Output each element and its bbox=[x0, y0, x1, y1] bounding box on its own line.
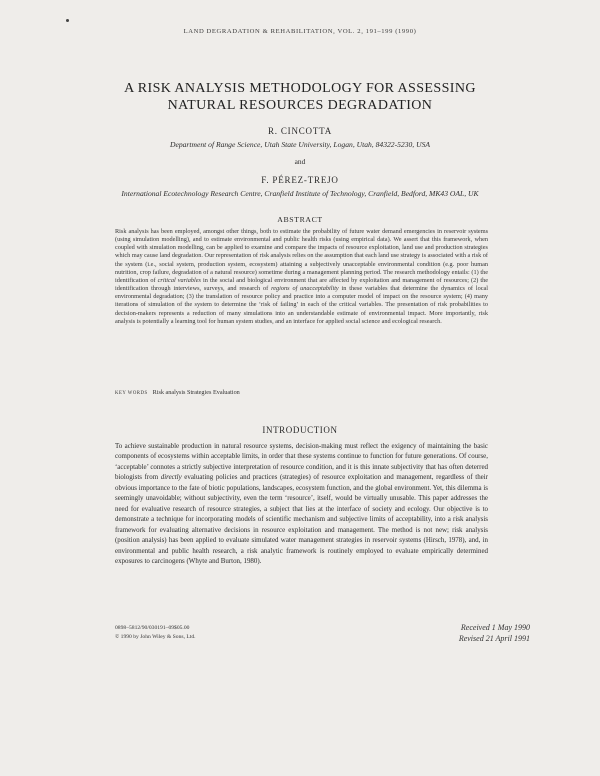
abstract-heading: ABSTRACT bbox=[277, 215, 323, 224]
intro-part-2: evaluating policies and practices (strategies) of resource exploitation and management, regardless of their obvious importance to the fate of biotic populations, landscapes, ecosystem function, and the global environment. Yet, this dilemma is seemingly unavoidable; without subjectivity, even the term ‘resource’, itself, would be virtually unusable. This paper addresses the need for evaluative research of resource strategies, a subject that lies at the interface of society and ecology. Our objective is to demonstrate a technique for incorporating models of scientific mechanism and subjective limits of acceptability, into a risk analysis framework for evaluating alternative decisions in resource exploitation and management. The method is not new; risk analysis (position analysis) has been applied to evaluate simulated water management strategies in reservoir systems (Hirsch, 1978), and, in environmental and public health research, a risk analytic framework is routinely employed to evaluate empirically determined exposures to carcinogens (Whyte and Burton, 1980). bbox=[115, 473, 488, 565]
author-1: R. CINCOTTA bbox=[267, 126, 333, 136]
footer-dates bbox=[459, 622, 530, 644]
keywords-label: KEY WORDS bbox=[115, 391, 148, 396]
copyright-notice: © 1990 by John Wiley & Sons, Ltd. bbox=[115, 634, 196, 640]
introduction-text bbox=[115, 441, 488, 566]
received-date: Received 1 May 1990 bbox=[460, 623, 530, 632]
author-2: F. PÉREZ-TREJO bbox=[261, 175, 339, 185]
abstract-emphasis-1: critical variables bbox=[157, 276, 201, 284]
footer-publication-info bbox=[115, 624, 196, 642]
affiliation-2: International Ecotechnology Research Centre, Cranfield Institute of Technology, Cranfield, Bedford, MK43 OAL, UK bbox=[121, 189, 479, 198]
author-conjunction: and bbox=[294, 157, 306, 166]
abstract-part-1: Risk analysis has been employed, amongst other things, both to estimate the probability of future water demand emergencies in reservoir systems (using simulation modelling), and to estimate environmental and public health risks (using empirical data). We assert that this framework, when coupled with simulation modelling, can be applied to examine and compare the impacts of resource exploitation, land use and production strategies which may cause land degradation. Our representation of risk analysis relies on the assumption that each land use strategy is associated with a risk of the system (i.e., social system, production system, ecosystem) attaining a subjectively unacceptable environmental condition (e.g. poor human nutrition, crop failure, degradation of a natural resource) sometime during a management planning period. The research methodology entails: (1) the identification of bbox=[115, 228, 488, 284]
keywords-list: Risk analysis Strategies Evaluation bbox=[152, 389, 240, 396]
abstract-part-2: in the social and biological environment that are affected by exploitation and management of resources; (2) the identification through interviews, surveys, and research of bbox=[115, 276, 488, 293]
article-code: 0898–5812/90/030191–09$05.00 bbox=[115, 625, 190, 631]
affiliation-1: Department of Range Science, Utah State University, Logan, Utah, 84322-5230, USA bbox=[169, 140, 431, 149]
abstract-text bbox=[115, 228, 488, 326]
title-line-2: NATURAL RESOURCES DEGRADATION bbox=[167, 98, 433, 113]
abstract-emphasis-2: regions of unacceptability bbox=[271, 285, 339, 293]
running-head: LAND DEGRADATION & REHABILITATION, VOL. 2, 191–199 (1990) bbox=[183, 28, 417, 35]
revised-date: Revised 21 April 1991 bbox=[458, 634, 530, 643]
intro-part-1: To achieve sustainable production in natural resource systems, decision-making must reflect the exigency of maintaining the basic components of ecosystems within acceptable limits, in order that these systems continue to function for future generations. Of course, ‘acceptable’ connotes a strictly subjective interpretation of resource condition, and it is this innate subjectivity that has often deterred biologists from bbox=[115, 442, 488, 482]
keywords-line bbox=[115, 389, 488, 396]
abstract-part-3: in these variables that determine the dynamics of local environmental degradation; (3) the translation of resource policy and practice into a computer model of impact on the resource system; (4) many iterations of simulation of the system to determine the ‘risk of failing’ in each of the critical variables. The presentation of risk probabilities to decision-makers represents a reduction of many simulations into an understandable estimate of environmental impact. More importantly, risk analysis is potentially a learning tool for human system studies, and an interface for applied social science and ecological research. bbox=[115, 285, 488, 325]
title-line-1: A RISK ANALYSIS METHODOLOGY FOR ASSESSING bbox=[124, 81, 476, 96]
intro-emphasis-1: directly bbox=[160, 473, 182, 482]
introduction-heading: INTRODUCTION bbox=[262, 425, 338, 435]
article-title bbox=[0, 80, 600, 114]
page-mark bbox=[66, 19, 69, 22]
